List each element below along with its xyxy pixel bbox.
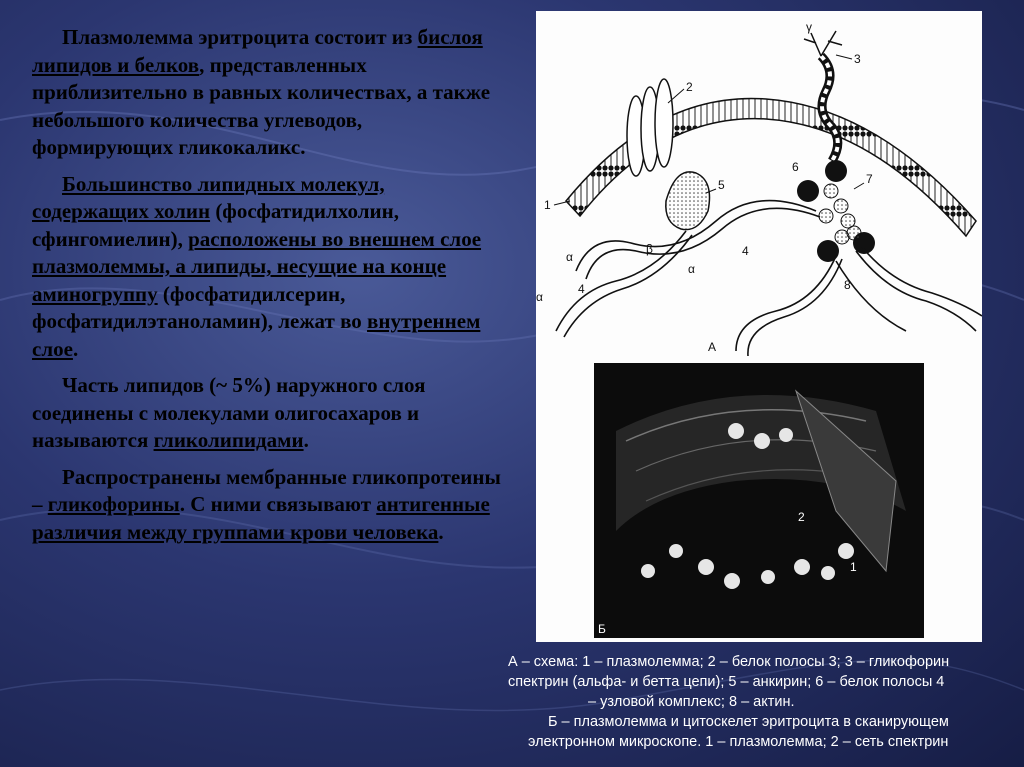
band3-protein [627,79,673,176]
sem-photo-b [594,363,924,638]
link-glycolipids[interactable]: гликолипидами [153,428,304,452]
svg-text:α: α [536,290,543,304]
link-glycophorins[interactable]: гликофорины [47,492,180,516]
svg-text:1: 1 [544,198,551,212]
svg-text:6: 6 [792,160,799,174]
paragraph-3: Часть липидов (~ 5%) наружного слоя соединены с молекулами олигосахаров и называются гликолипидами. [32,373,426,452]
schema-a [536,20,982,356]
svg-text:8: 8 [844,278,851,292]
paragraph-2: Большинство липидных молекул, содержащих холин (фосфатидилхолин, сфингомиелин), расположены во внешнем слое плазмолеммы, а липиды, несущие на конце аминогруппу (фосфатидилсерин, фосфатидилэтаноламин), лежат во внутреннем слое. [32,171,482,361]
link-choline-lipids[interactable]: Большинство липидных молекул, содержащих холин [32,171,385,223]
svg-text:γ: γ [806,20,812,34]
svg-text:α: α [566,250,573,264]
svg-text:2: 2 [798,510,805,524]
link-inner-layer[interactable]: внутреннем слое [32,309,481,361]
svg-text:7: 7 [866,172,873,186]
svg-text:А: А [708,340,717,354]
main-text [32,24,502,555]
caption-line-3: – узловой комплекс; 8 – актин. [588,694,795,710]
paragraph-1: Плазмолемма эритроцита состоит из бислоя липидов и белков, представленных приблизительно в равных количествах, а также небольшого количества углеводов, формирующих гликокаликс. [32,25,491,159]
svg-text:4: 4 [578,282,585,296]
spectrin-filaments [556,201,982,356]
caption-line-5: электронном микроскопе. 1 – плазмолемма; 2 – сеть спектрин [528,734,949,750]
link-lipid-bilayer[interactable]: бислоя липидов и белков [32,25,483,77]
svg-text:2: 2 [686,80,693,94]
membrane-figure [536,11,982,642]
paragraph-4: Распространены мембранные гликопротеины – гликофорины. С ними связывают антигенные различия между группами крови человека. [32,464,501,544]
link-antigen-differences[interactable]: антигенные различия между группами крови человека [32,492,490,544]
svg-text:5: 5 [718,178,725,192]
caption-line-4: Б – плазмолемма и цитоскелет эритроцита в сканирующем [548,714,949,730]
svg-text:1: 1 [850,560,857,574]
svg-text:α: α [688,262,695,276]
junction-complex [797,160,875,262]
figure-caption [500,652,1024,767]
svg-text:Б: Б [598,622,606,636]
svg-text:β: β [646,242,653,256]
caption-line-2: спектрин (альфа- и бетта цепи); 5 – анкирин; 6 – белок полосы 4 [508,674,945,690]
svg-text:3: 3 [854,52,861,66]
svg-text:4: 4 [742,244,749,258]
figure-svg [536,11,982,642]
caption-line-1: А – схема: 1 – плазмолемма; 2 – белок полосы 3; 3 – гликофорин [508,654,950,670]
ankyrin [666,172,710,230]
link-outer-layer[interactable]: расположены во внешнем слое плазмолеммы, а липиды, несущие на конце аминогруппу [32,226,482,306]
